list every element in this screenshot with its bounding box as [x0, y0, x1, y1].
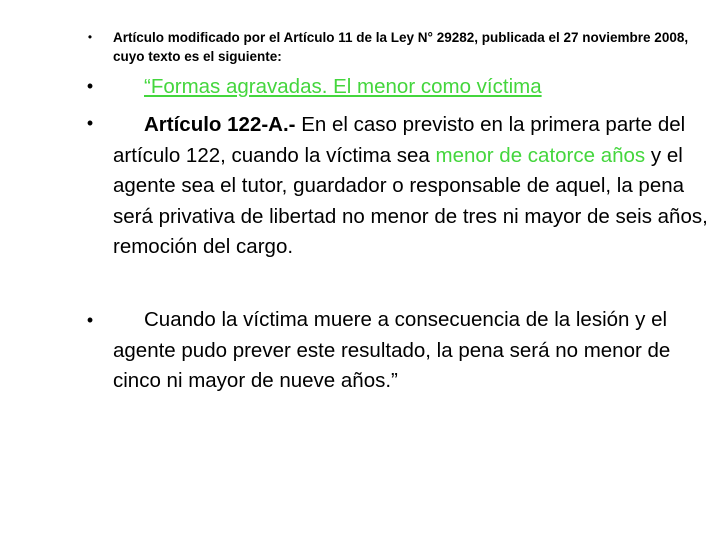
intro-text: Artículo modificado por el Artículo 11 de la Ley N° 29282, publicada el 27 noviembre 2008, cuyo texto es el siguiente: [113, 30, 689, 64]
bullet-closing: • [86, 310, 94, 330]
article-text-1: En el caso previsto en la primera parte del artículo 122, cuando la víctima sea [113, 113, 686, 167]
closing-text: Cuando la víctima muere a consecuencia de la lesión y el agente pudo prever este resultado, la pena será no menor de cinco ni mayor de nueve años.” [113, 308, 671, 392]
bullet-heading: • [86, 76, 94, 96]
closing-paragraph [113, 305, 718, 397]
article-highlight: menor de catorce años [435, 143, 646, 167]
heading-text: “Formas agravadas. El menor como víctima [144, 75, 542, 98]
article-paragraph [113, 110, 718, 263]
bullet-intro: • [87, 30, 93, 44]
heading-paragraph [113, 72, 718, 103]
bullet-article: • [86, 113, 94, 133]
article-title: Artículo 122-A.- [144, 113, 296, 136]
article-text-2: y el agente sea el tutor, guardador o responsable de aquel, la pena será privativa de libertad no menor de tres ni mayor de seis años, remoción del cargo. [113, 143, 708, 258]
